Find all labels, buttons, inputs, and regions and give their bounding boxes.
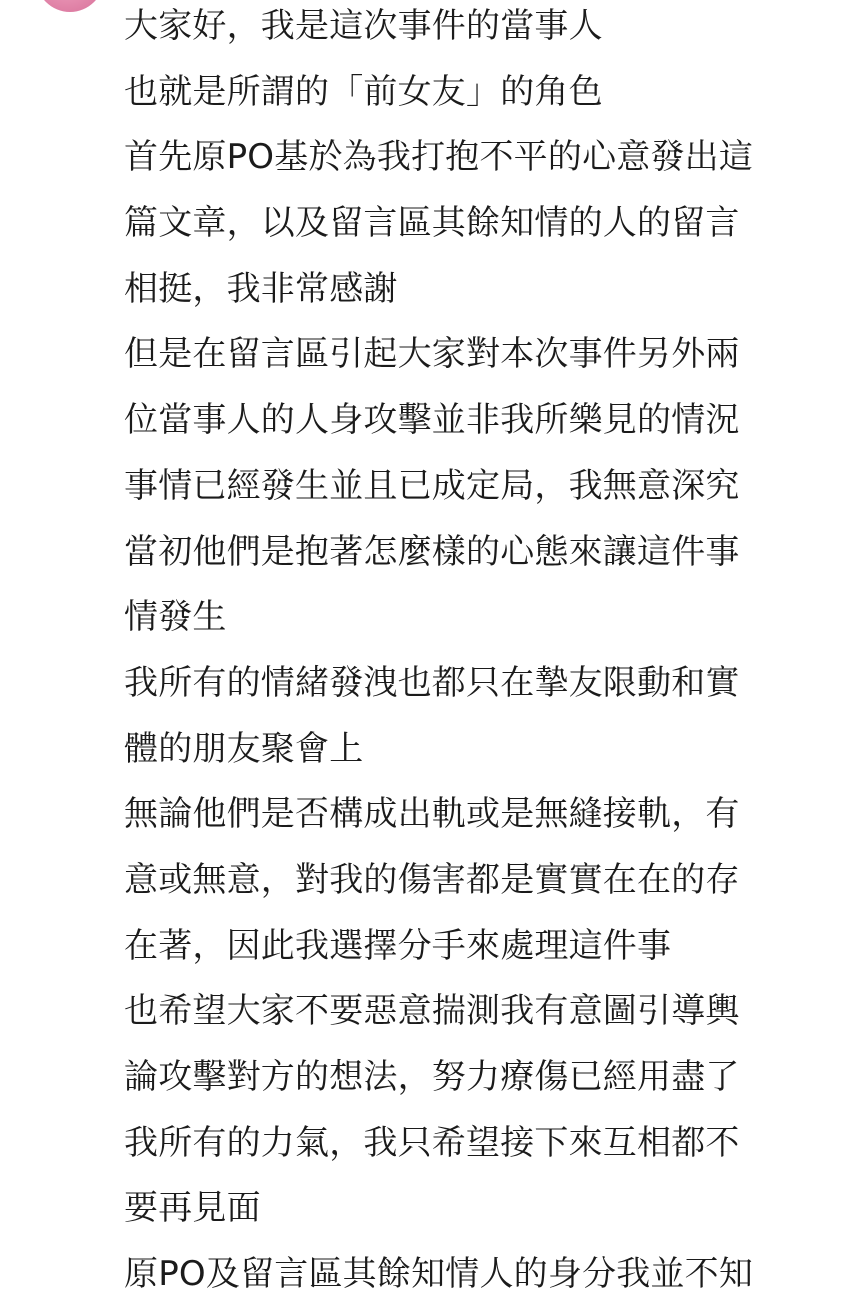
comment-line: 我所有的力氣，我只希望接下來互相都不 xyxy=(124,1122,740,1163)
avatar[interactable] xyxy=(36,0,104,12)
comment-line: 但是在留言區引起大家對本次事件另外兩 xyxy=(124,334,740,375)
comment-line: 意或無意，對我的傷害都是實實在在的存 xyxy=(124,859,740,900)
comment-line: 相挺，我非常感謝 xyxy=(124,268,398,309)
comment-line: 情發生 xyxy=(124,597,227,638)
comment-line: 也就是所謂的「前女友」的角色 xyxy=(124,71,603,112)
comment-line: 事情已經發生並且已成定局，我無意深究 xyxy=(124,465,740,506)
comment-line: 原PO及留言區其餘知情人的身分我並不知 xyxy=(124,1254,754,1295)
comment-line: 位當事人的人身攻擊並非我所樂見的情況 xyxy=(124,400,740,441)
comment-line: 無論他們是否構成出軌或是無縫接軌，有 xyxy=(124,794,740,835)
comment-line: 當初他們是抱著怎麼樣的心態來讓這件事 xyxy=(124,531,740,572)
comment-line: 大家好，我是這次事件的當事人 xyxy=(124,6,603,46)
comment-line: 我所有的情緒發洩也都只在摯友限動和實 xyxy=(124,662,740,703)
comment-line: 首先原PO基於為我打抱不平的心意發出這 xyxy=(124,137,754,178)
comment-line: 在著，因此我選擇分手來處理這件事 xyxy=(124,925,672,966)
comment-line: 要再見面 xyxy=(124,1188,261,1229)
comment-line: 篇文章，以及留言區其餘知情的人的留言 xyxy=(124,203,740,244)
comment-line: 體的朋友聚會上 xyxy=(124,728,364,769)
comment-body xyxy=(124,0,824,1314)
comment-line: 也希望大家不要惡意揣測我有意圖引導輿 xyxy=(124,991,740,1032)
comment-line: 論攻擊對方的想法，努力療傷已經用盡了 xyxy=(124,1057,740,1097)
